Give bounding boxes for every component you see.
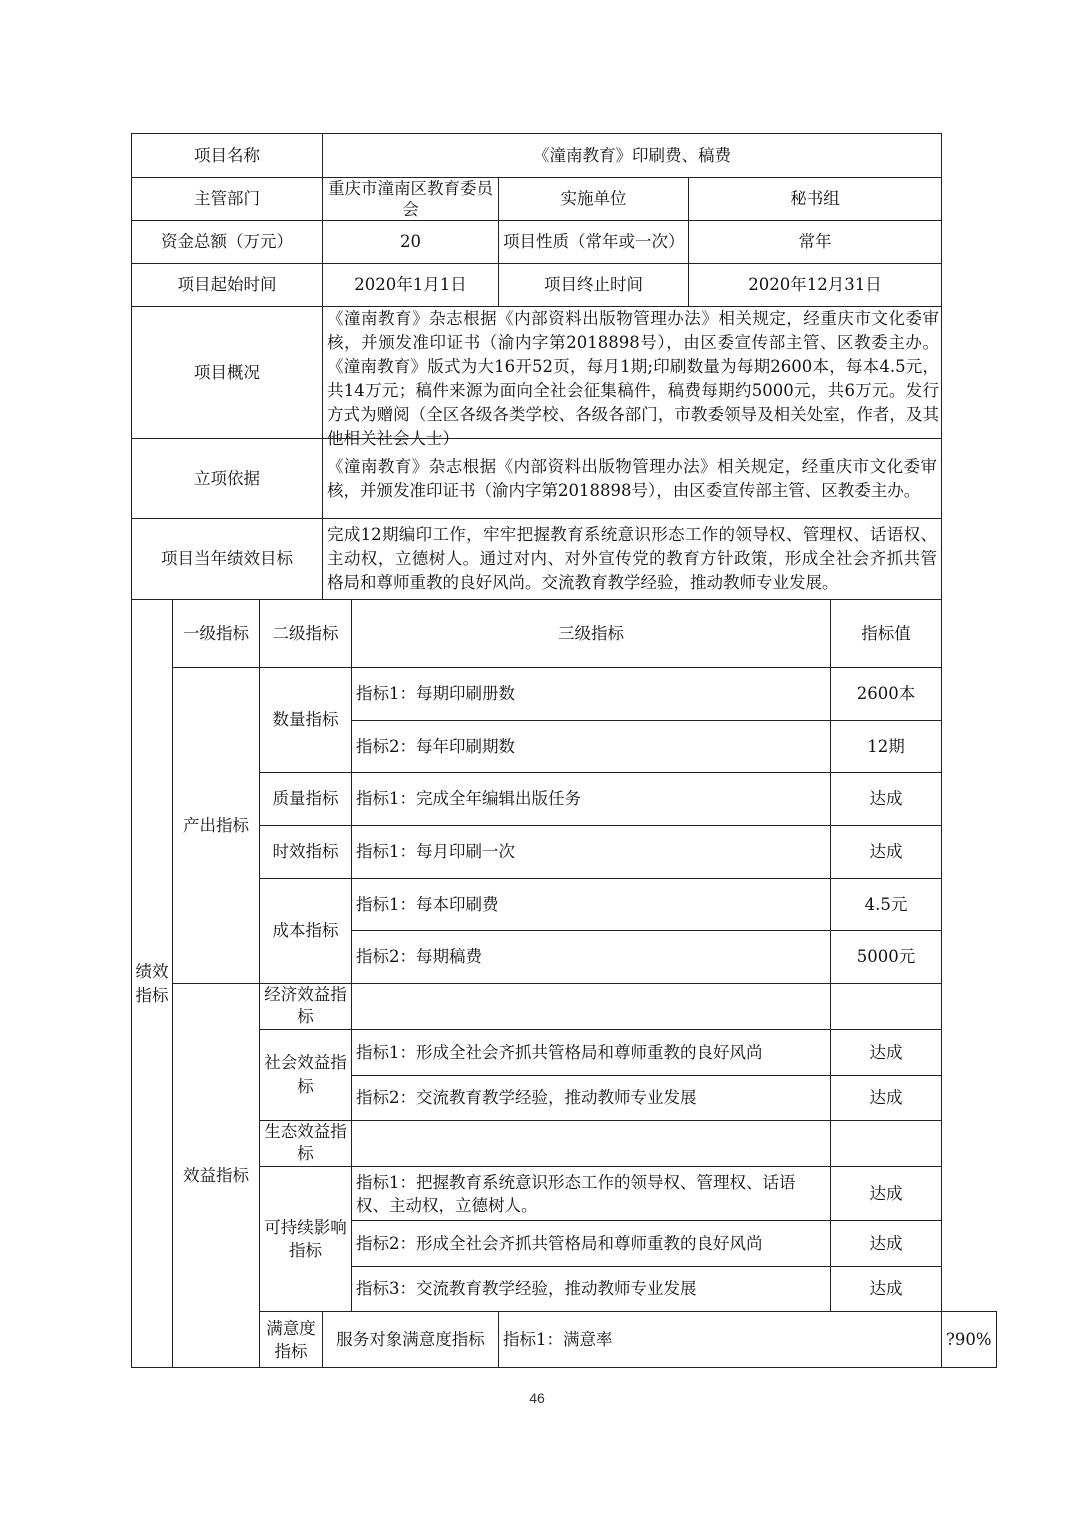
indicator-value: 达成	[831, 1030, 942, 1076]
basis-label: 立项依据	[132, 439, 323, 519]
table-row	[132, 1121, 997, 1167]
indicator-text: 指标2：每年印刷期数	[352, 721, 831, 773]
indicator-value: 12期	[831, 721, 942, 773]
table-row	[132, 879, 997, 931]
header-value: 指标值	[831, 600, 942, 668]
end-date-value: 2020年12月31日	[689, 264, 942, 307]
performance-side-label: 绩效指标	[132, 600, 173, 1368]
ecological-indicator-label: 生态效益指标	[260, 1121, 352, 1167]
project-nature-label: 项目性质（常年或一次）	[499, 221, 689, 264]
department-value: 重庆市潼南区教育委员会	[323, 178, 499, 221]
cost-indicator-label: 成本指标	[260, 879, 352, 984]
indicator-text: 指标1：每本印刷费	[352, 879, 831, 931]
social-indicator-label: 社会效益指标	[260, 1030, 352, 1121]
row-goal	[132, 519, 997, 600]
row-basis	[132, 439, 997, 519]
implementing-unit-value: 秘书组	[689, 178, 942, 221]
economic-indicator-label: 经济效益指标	[260, 984, 352, 1030]
indicator-value: 5000元	[831, 931, 942, 984]
sustainable-indicator-label: 可持续影响指标	[260, 1167, 352, 1312]
table-row	[132, 1167, 997, 1221]
table-row	[132, 826, 997, 879]
indicator-value: 达成	[831, 1221, 942, 1267]
indicator-value: 达成	[831, 1167, 942, 1221]
table-row	[132, 1312, 997, 1368]
timeliness-indicator-label: 时效指标	[260, 826, 352, 879]
indicator-text: 指标1：每期印刷册数	[352, 668, 831, 721]
overview-text: 《潼南教育》杂志根据《内部资料出版物管理办法》相关规定，经重庆市文化委审核，并颁发准印证书（渝内字第2018898号），由区委宣传部主管、区教委主办。《潼南教育》版式为大16开52页，每月1期;印刷数量为每期2600本，每本4.5元，共14万元；稿件来源为面向全社会征集稿件，稿费每期约5000元，共6万元。发行方式为赠阅（全区各级各类学校、各级各部门，市教委领导及相关处室，作者，及其他相关社会人士）	[327, 309, 939, 448]
indicator-value: 4.5元	[831, 879, 942, 931]
header-level2: 二级指标	[260, 600, 352, 668]
output-indicator-label: 产出指标	[173, 668, 260, 984]
goal-label: 项目当年绩效目标	[132, 519, 323, 600]
row-dates	[132, 264, 997, 307]
table-row	[132, 668, 997, 721]
table-row	[132, 1030, 997, 1076]
indicator-value-empty	[831, 1121, 942, 1167]
indicator-text: 指标1：满意率	[499, 1312, 942, 1368]
fund-value: 20	[323, 221, 499, 264]
implementing-unit-label: 实施单位	[499, 178, 689, 221]
satisfaction-indicator-label: 满意度指标	[260, 1312, 323, 1368]
row-department	[132, 178, 997, 221]
row-fund	[132, 221, 997, 264]
quality-indicator-label: 质量指标	[260, 773, 352, 826]
indicator-text: 指标2：形成全社会齐抓共管格局和尊师重教的良好风尚	[352, 1221, 831, 1267]
indicator-value: 达成	[831, 1267, 942, 1312]
indicator-text: 指标1：每月印刷一次	[352, 826, 831, 879]
fund-label: 资金总额（万元）	[132, 221, 323, 264]
goal-text: 完成12期编印工作，牢牢把握教育系统意识形态工作的领导权、管理权、话语权、主动权，立德树人。通过对内、对外宣传党的教育方针政策，形成全社会齐抓共管格局和尊师重教的良好风尚。交流教育教学经验，推动教师专业发展。	[323, 519, 942, 600]
project-name-label: 项目名称	[132, 134, 323, 178]
indicator-value: 2600本	[831, 668, 942, 721]
indicator-text: 指标3：交流教育教学经验，推动教师专业发展	[352, 1267, 831, 1312]
department-label: 主管部门	[132, 178, 323, 221]
indicator-value: 达成	[831, 1076, 942, 1121]
indicator-text: 指标2：交流教育教学经验，推动教师专业发展	[352, 1076, 831, 1121]
quantity-indicator-label: 数量指标	[260, 668, 352, 773]
row-overview	[132, 307, 997, 439]
project-nature-value: 常年	[689, 221, 942, 264]
project-name-value: 《潼南教育》印刷费、稿费	[323, 134, 942, 178]
indicator-value: 达成	[831, 773, 942, 826]
indicator-value: 达成	[831, 826, 942, 879]
indicator-text: 指标1：把握教育系统意识形态工作的领导权、管理权、话语权、主动权，立德树人。	[352, 1167, 831, 1221]
basis-text: 《潼南教育》杂志根据《内部资料出版物管理办法》相关规定，经重庆市文化委审核，并颁发准印证书（渝内字第2018898号），由区委宣传部主管、区教委主办。	[323, 439, 942, 519]
indicator-text: 指标2：每期稿费	[352, 931, 831, 984]
row-project-name	[132, 134, 997, 178]
benefit-indicator-label: 效益指标	[173, 984, 260, 1368]
indicator-text-empty	[352, 1121, 831, 1167]
table-row	[132, 773, 997, 826]
table-row	[132, 984, 997, 1030]
start-date-value: 2020年1月1日	[323, 264, 499, 307]
start-date-label: 项目起始时间	[132, 264, 323, 307]
project-performance-table	[131, 133, 997, 1368]
indicator-text-empty	[352, 984, 831, 1030]
header-level1: 一级指标	[173, 600, 260, 668]
header-level3: 三级指标	[352, 600, 831, 668]
indicator-value-empty	[831, 984, 942, 1030]
overview-text-cell	[323, 307, 942, 448]
overview-label: 项目概况	[132, 307, 323, 439]
page-number: 46	[529, 1390, 545, 1406]
row-indicator-header	[132, 600, 997, 668]
indicator-text: 指标1：形成全社会齐抓共管格局和尊师重教的良好风尚	[352, 1030, 831, 1076]
service-satisfaction-label: 服务对象满意度指标	[323, 1312, 499, 1368]
end-date-label: 项目终止时间	[499, 264, 689, 307]
indicator-value: ?90%	[942, 1312, 997, 1368]
indicator-text: 指标1：完成全年编辑出版任务	[352, 773, 831, 826]
